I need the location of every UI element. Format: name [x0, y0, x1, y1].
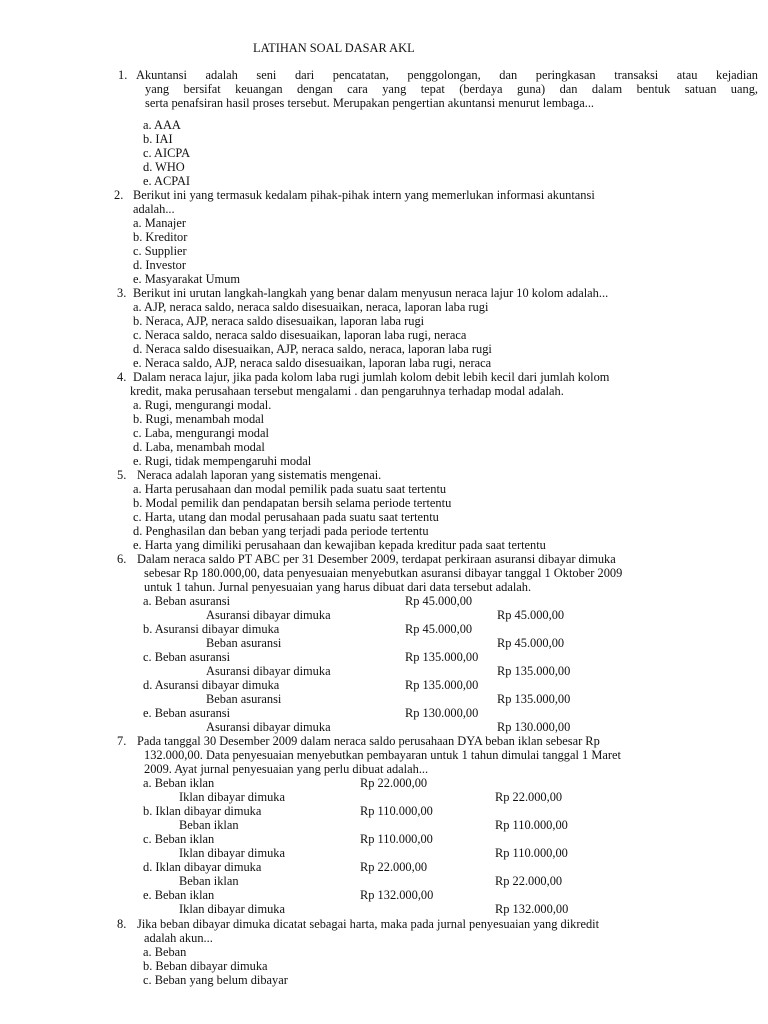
q6-option-debit-account: a. Beban asuransi	[143, 594, 231, 608]
q6-option-credit-account: Asuransi dibayar dimuka	[206, 608, 331, 622]
q6-option-credit-amount: Rp 45.000,00	[497, 608, 565, 622]
q7-option-debit-amount: Rp 22.000,00	[360, 860, 428, 874]
q6-option-debit-amount: Rp 130.000,00	[405, 706, 479, 720]
q6-option-credit-amount: Rp 135.000,00	[497, 692, 571, 706]
q7-option-debit-account: a. Beban iklan	[143, 776, 215, 790]
q7-option-credit-amount: Rp 22.000,00	[495, 874, 563, 888]
q4-option: b. Rugi, menambah modal	[133, 412, 265, 426]
q1-option: b. IAI	[143, 132, 173, 146]
q6-option-debit-account: d. Asuransi dibayar dimuka	[143, 678, 280, 692]
q1-option: e. ACPAI	[143, 174, 191, 188]
q7-number: 7.	[117, 734, 127, 748]
q5-option: d. Penghasilan dan beban yang terjadi pada periode tertentu	[133, 524, 429, 538]
q7-text-line: 132.000,00. Data penyesuaian menyebutkan pembayaran untuk 1 tahun dimulai tanggal 1 Maret	[144, 748, 621, 762]
q1-option: c. AICPA	[143, 146, 191, 160]
q8-option: b. Beban dibayar dimuka	[143, 959, 268, 973]
q5-option: a. Harta perusahaan dan modal pemilik pada suatu saat tertentu	[133, 482, 447, 496]
q6-number: 6.	[117, 552, 127, 566]
q8-option: a. Beban	[143, 945, 187, 959]
q7-option-debit-account: b. Iklan dibayar dimuka	[143, 804, 262, 818]
q4-text-line: Dalam neraca lajur, jika pada kolom laba rugi jumlah kolom debit lebih kecil dari jumlah kolom	[133, 370, 610, 384]
q8-option: c. Beban yang belum dibayar	[143, 973, 288, 987]
q8-number: 8.	[117, 917, 127, 931]
q4-text-line: kredit, maka perusahaan tersebut mengalami . dan pengaruhnya terhadap modal adalah.	[130, 384, 564, 398]
q4-option: c. Laba, mengurangi modal	[133, 426, 269, 440]
q6-option-debit-amount: Rp 45.000,00	[405, 594, 473, 608]
q6-option-debit-amount: Rp 45.000,00	[405, 622, 473, 636]
q3-option: b. Neraca, AJP, neraca saldo disesuaikan, laporan laba rugi	[133, 314, 425, 328]
q2-text-line: adalah...	[133, 202, 175, 216]
q7-option-debit-amount: Rp 132.000,00	[360, 888, 434, 902]
q5-number: 5.	[117, 468, 127, 482]
q7-option-credit-amount: Rp 22.000,00	[495, 790, 563, 804]
q6-option-debit-account: b. Asuransi dibayar dimuka	[143, 622, 280, 636]
q6-option-credit-amount: Rp 45.000,00	[497, 636, 565, 650]
q6-text-line: sebesar Rp 180.000,00, data penyesuaian menyebutkan asuransi dibayar tanggal 1 Oktober 2009	[144, 566, 623, 580]
q7-option-credit-account: Beban iklan	[179, 874, 239, 888]
q2-text-line: Berikut ini yang termasuk kedalam pihak-pihak intern yang memerlukan informasi akuntansi	[133, 188, 595, 202]
q4-number: 4.	[117, 370, 127, 384]
q7-option-debit-account: e. Beban iklan	[143, 888, 215, 902]
q6-option-debit-amount: Rp 135.000,00	[405, 678, 479, 692]
q6-text-line: untuk 1 tahun. Jurnal penyesuaian yang harus dibuat dari data tersebut adalah.	[144, 580, 532, 594]
q1-option: a. AAA	[143, 118, 181, 132]
q7-option-credit-amount: Rp 110.000,00	[495, 846, 568, 860]
q3-option: a. AJP, neraca saldo, neraca saldo disesuaikan, neraca, laporan laba rugi	[133, 300, 489, 314]
q3-text-line: Berikut ini urutan langkah-langkah yang benar dalam menyusun neraca lajur 10 kolom adalah...	[133, 286, 609, 300]
q2-option: b. Kreditor	[133, 230, 188, 244]
q6-option-credit-amount: Rp 130.000,00	[497, 720, 571, 734]
q2-option: a. Manajer	[133, 216, 186, 230]
q3-option: e. Neraca saldo, AJP, neraca saldo disesuaikan, laporan laba rugi, neraca	[133, 356, 492, 370]
q2-option: e. Masyarakat Umum	[133, 272, 241, 286]
q6-option-debit-amount: Rp 135.000,00	[405, 650, 479, 664]
q7-option-debit-amount: Rp 110.000,00	[360, 832, 433, 846]
q2-number: 2.	[114, 188, 124, 202]
q7-option-credit-account: Iklan dibayar dimuka	[179, 846, 285, 860]
q3-option: c. Neraca saldo, neraca saldo disesuaikan, laporan laba rugi, neraca	[133, 328, 467, 342]
q7-option-credit-account: Beban iklan	[179, 818, 239, 832]
q1-option: d. WHO	[143, 160, 185, 174]
q6-text-line: Dalam neraca saldo PT ABC per 31 Desember 2009, terdapat perkiraan asuransi dibayar dimuka	[137, 552, 616, 566]
q6-option-debit-account: e. Beban asuransi	[143, 706, 231, 720]
document-title: LATIHAN SOAL DASAR AKL	[253, 41, 415, 55]
q4-option: a. Rugi, mengurangi modal.	[133, 398, 272, 412]
q5-option: e. Harta yang dimiliki perusahaan dan kewajiban kepada kreditur pada saat tertentu	[133, 538, 546, 552]
q4-option: d. Laba, menambah modal	[133, 440, 265, 454]
q3-number: 3.	[117, 286, 127, 300]
q1-text-line: Akuntansi adalah seni dari pencatatan, penggolongan, dan peringkasan transaksi atau kejadian	[136, 68, 758, 82]
q7-option-credit-account: Iklan dibayar dimuka	[179, 902, 285, 916]
q6-option-credit-account: Asuransi dibayar dimuka	[206, 664, 331, 678]
q7-option-debit-account: d. Iklan dibayar dimuka	[143, 860, 262, 874]
q1-text-line: yang bersifat keuangan dengan cara yang tepat (berdaya guna) dan dalam bentuk satuan uang,	[145, 82, 758, 96]
q6-option-credit-amount: Rp 135.000,00	[497, 664, 571, 678]
q6-option-debit-account: c. Beban asuransi	[143, 650, 231, 664]
q4-option: e. Rugi, tidak mempengaruhi modal	[133, 454, 312, 468]
q7-option-debit-account: c. Beban iklan	[143, 832, 215, 846]
q5-option: c. Harta, utang dan modal perusahaan pada suatu saat tertentu	[133, 510, 439, 524]
q2-option: c. Supplier	[133, 244, 187, 258]
q6-option-credit-account: Beban asuransi	[206, 692, 282, 706]
q3-option: d. Neraca saldo disesuaikan, AJP, neraca saldo, neraca, laporan laba rugi	[133, 342, 492, 356]
q7-option-credit-amount: Rp 132.000,00	[495, 902, 569, 916]
q1-number: 1.	[118, 68, 128, 82]
q5-option: b. Modal pemilik dan pendapatan bersih selama periode tertentu	[133, 496, 452, 510]
q7-option-credit-amount: Rp 110.000,00	[495, 818, 568, 832]
q8-text-line: adalah akun...	[144, 931, 213, 945]
q6-option-credit-account: Beban asuransi	[206, 636, 282, 650]
q2-option: d. Investor	[133, 258, 186, 272]
q6-option-credit-account: Asuransi dibayar dimuka	[206, 720, 331, 734]
q1-text-line: serta penafsiran hasil proses tersebut. Merupakan pengertian akuntansi menurut lembaga...	[145, 96, 595, 110]
q7-text-line: 2009. Ayat jurnal penyesuaian yang perlu dibuat adalah...	[144, 762, 429, 776]
q7-option-credit-account: Iklan dibayar dimuka	[179, 790, 285, 804]
q7-option-debit-amount: Rp 22.000,00	[360, 776, 428, 790]
q7-option-debit-amount: Rp 110.000,00	[360, 804, 433, 818]
q7-text-line: Pada tanggal 30 Desember 2009 dalam neraca saldo perusahaan DYA beban iklan sebesar Rp	[137, 734, 600, 748]
q8-text-line: Jika beban dibayar dimuka dicatat sebagai harta, maka pada jurnal penyesuaian yang dikredit	[137, 917, 600, 931]
q5-text-line: Neraca adalah laporan yang sistematis mengenai.	[137, 468, 382, 482]
